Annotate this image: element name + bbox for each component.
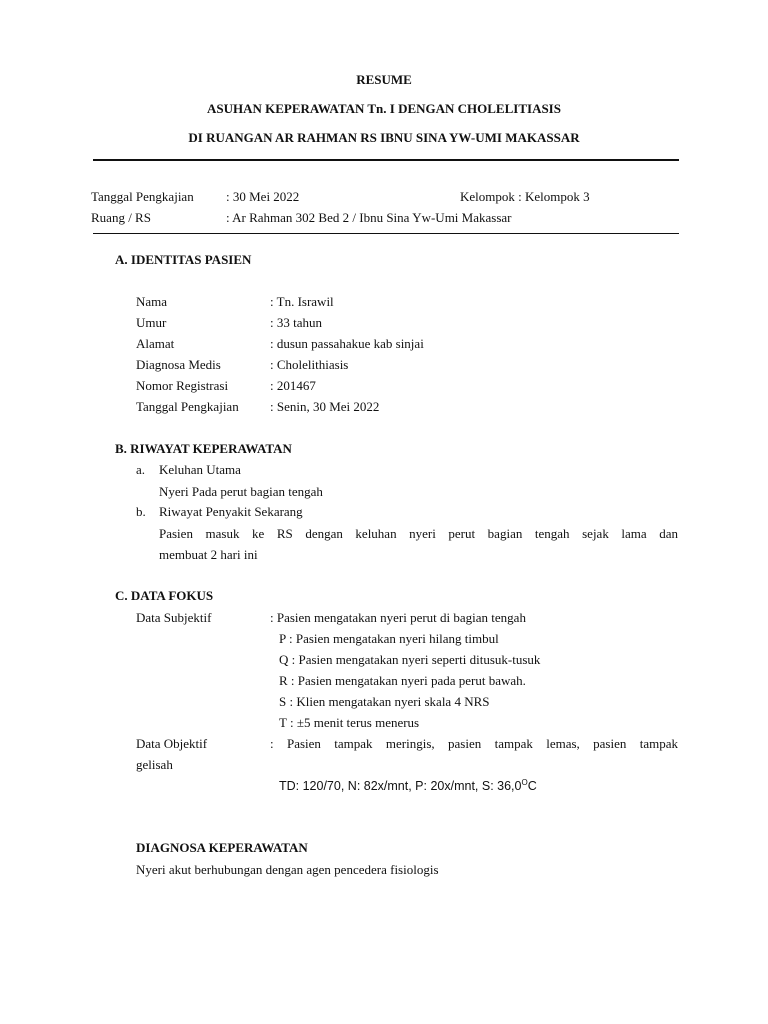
ruang-value: : Ar Rahman 302 Bed 2 / Ibnu Sina Yw-Umi Makassar — [226, 210, 512, 225]
identity-label: Diagnosa Medis — [136, 357, 221, 372]
tanggal-value: : 30 Mei 2022 — [226, 189, 300, 204]
pqrst-line: T : ±5 menit terus menerus — [279, 715, 420, 730]
list-marker: a. — [136, 462, 146, 477]
keluhan-utama-title: Keluhan Utama — [159, 462, 241, 477]
document-subtitle: ASUHAN KEPERAWATAN Tn. I DENGAN CHOLELITIASIS — [207, 101, 561, 116]
vital-signs — [279, 779, 537, 793]
identity-value: : Tn. Israwil — [270, 294, 334, 309]
identity-value: : 201467 — [270, 378, 316, 393]
riwayat-penyakit-text-line1: Pasien masuk ke RS dengan keluhan nyeri perut bagian tengah sejak lama dan — [159, 526, 678, 541]
identity-label: Alamat — [136, 336, 175, 351]
meta-divider — [93, 233, 679, 234]
vital-signs-values: TD: 120/70, N: 82x/mnt, P: 20x/mnt, S: 36,0 — [279, 779, 522, 793]
identity-value: : Senin, 30 Mei 2022 — [270, 399, 380, 414]
pqrst-line: S : Klien mengatakan nyeri skala 4 NRS — [279, 694, 490, 709]
diagnosa-text: Nyeri akut berhubungan dengan agen pencedera fisiologis — [136, 862, 439, 877]
tanggal-label: Tanggal Pengkajian — [91, 189, 194, 204]
section-b-heading: B. RIWAYAT KEPERAWATAN — [115, 441, 292, 456]
riwayat-penyakit-title: Riwayat Penyakit Sekarang — [159, 504, 303, 519]
data-objektif-label: Data Objektif — [136, 736, 208, 751]
document-title: RESUME — [356, 72, 412, 87]
data-subjektif-label: Data Subjektif — [136, 610, 212, 625]
data-objektif-text-line2: gelisah — [136, 757, 173, 772]
temperature-unit: C — [527, 779, 537, 793]
identity-label: Nomor Registrasi — [136, 378, 229, 393]
identity-value: : Cholelithiasis — [270, 357, 349, 372]
pqrst-line: P : Pasien mengatakan nyeri hilang timbul — [279, 631, 499, 646]
data-subjektif-text: : Pasien mengatakan nyeri perut di bagian tengah — [270, 610, 526, 625]
identity-value: : 33 tahun — [270, 315, 322, 330]
keluhan-utama-text: Nyeri Pada perut bagian tengah — [159, 484, 323, 499]
identity-label: Tanggal Pengkajian — [136, 399, 239, 414]
ruang-label: Ruang / RS — [91, 210, 151, 225]
diagnosa-heading: DIAGNOSA KEPERAWATAN — [136, 840, 308, 855]
document-location: DI RUANGAN AR RAHMAN RS IBNU SINA YW-UMI MAKASSAR — [188, 130, 580, 145]
identity-label: Nama — [136, 294, 168, 309]
degree-symbol: O — [521, 777, 528, 787]
header-divider — [93, 159, 679, 161]
section-a-heading: A. IDENTITAS PASIEN — [115, 252, 252, 267]
kelompok-text: Kelompok : Kelompok 3 — [460, 189, 590, 204]
data-objektif-text-line1: : Pasien tampak meringis, pasien tampak lemas, pasien tampak — [270, 736, 678, 751]
identity-label: Umur — [136, 315, 167, 330]
pqrst-line: Q : Pasien mengatakan nyeri seperti ditusuk-tusuk — [279, 652, 541, 667]
riwayat-penyakit-text-line2: membuat 2 hari ini — [159, 547, 258, 562]
section-c-heading: C. DATA FOKUS — [115, 588, 214, 603]
pqrst-line: R : Pasien mengatakan nyeri pada perut bawah. — [279, 673, 526, 688]
identity-value: : dusun passahakue kab sinjai — [270, 336, 424, 351]
list-marker: b. — [136, 504, 146, 519]
